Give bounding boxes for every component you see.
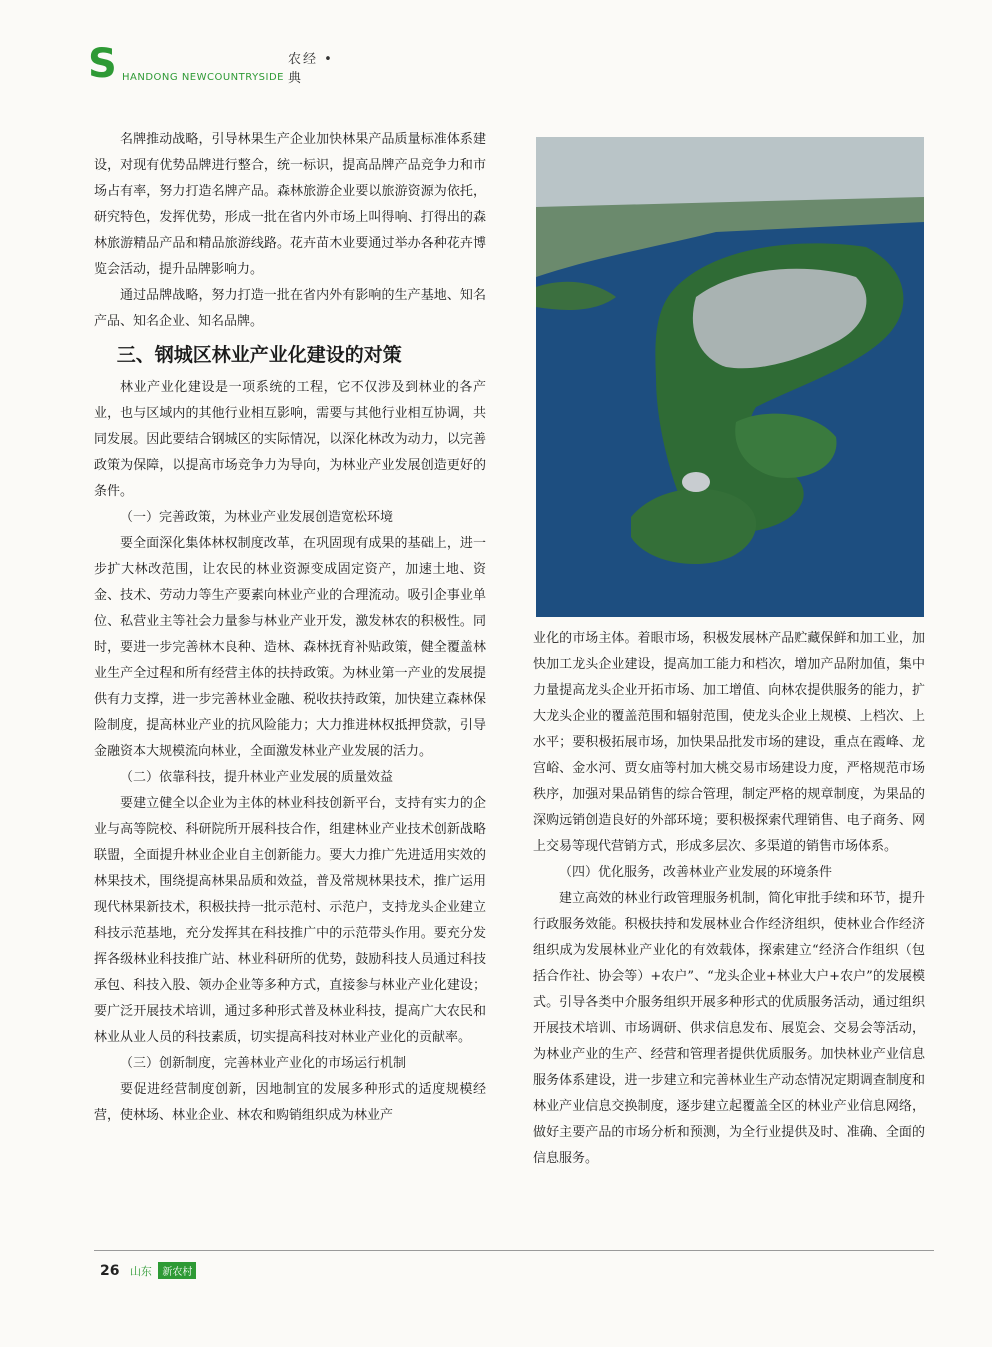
subsection-heading: （三）创新制度，完善林业产业化的市场运行机制	[120, 1056, 407, 1071]
paragraph: 通过品牌战略，努力打造一批在省内外有影响的生产基地、知名产品、知名企业、知名品牌。	[94, 288, 486, 329]
left-column	[94, 127, 486, 1129]
column-label: 农经 • 典	[288, 52, 334, 86]
subsection-heading: （四）优化服务，改善林业产业发展的环境条件	[559, 865, 833, 880]
aerial-landscape-illustration	[536, 137, 924, 617]
masthead-logo-letter: S	[88, 41, 117, 87]
masthead-subtitle: HANDONG NEWCOUNTRYSIDE	[122, 72, 285, 83]
paragraph: 业化的市场主体。着眼市场，积极发展林产品贮藏保鲜和加工业，加快加工龙头企业建设，提高加工能力和档次，增加产品附加值，集中力量提高龙头企业开拓市场、加工增值、向林农提供服务的能力，扩大龙头企业的覆盖范围和辐射范围，使龙头企业上规模、上档次、上水平；要积极拓展市场，加快果品批发市场的建设，重点在霞峰、龙宫峪、金水河、贾女庙等村加大桃交易市场建设力度，严格规范市场秩序，加强对果品销售的综合管理，制定严格的规章制度，为果品的深购远销创造良好的外部环境；要积极探索代理销售、电子商务、网上交易等现代营销方式，形成多层次、多渠道的销售市场体系。	[533, 631, 925, 854]
paragraph: 要促进经营制度创新，因地制宜的发展多种形式的适度规模经营，使林场、林业企业、林农和购销组织成为林业产	[94, 1082, 486, 1123]
paragraph: 要建立健全以企业为主体的林业科技创新平台，支持有实力的企业与高等院校、科研院所开展科技合作，组建林业产业技术创新战略联盟，全面提升林业企业自主创新能力。要大力推广先进适用实效的林果技术，围绕提高林果品质和效益，普及常规林果技术，推广运用现代林果新技术，积极扶持一批示范村、示范户，支持龙头企业建立科技示范基地，充分发挥其在科技推广中的示范带头作用。要充分发挥各级林业科技推广站、林业科研所的优势，鼓励科技人员通过科技承包、科技入股、领办企业等多种方式，直接参与林业产业化建设；要广泛开展技术培训，通过多种形式普及林业科技，提高广大农民和林业从业人员的科技素质，切实提高科技对林业产业化的贡献率。	[94, 796, 486, 1045]
subsection-heading: （二）依靠科技，提升林业产业发展的质量效益	[120, 770, 394, 785]
masthead	[88, 42, 348, 87]
subsection-heading: （一）完善政策，为林业产业发展创造宽松环境	[120, 510, 394, 525]
page-number: 26	[100, 1263, 120, 1279]
footer-divider	[94, 1250, 934, 1251]
paragraph: 建立高效的林业行政管理服务机制，简化审批手续和环节，提升行政服务效能。积极扶持和发展林业合作经济组织，使林业合作经济组织成为发展林业产业化的有效载体，探索建立“经济合作组织（包括合作社、协会等）+农户”、“龙头企业+林业大户+农户”的发展模式。引导各类中介服务组织开展多种形式的优质服务活动，通过组织开展技术培训、市场调研、供求信息发布、展览会、交易会等活动，为林业产业的生产、经营和管理者提供优质服务。加快林业产业信息服务体系建设，进一步建立和完善林业生产动态情况定期调查制度和林业产业信息交换制度，逐步建立起覆盖全区的林业产业信息网络，做好主要产品的市场分析和预测，为全行业提供及时、准确、全面的信息服务。	[533, 891, 925, 1166]
paragraph: 要全面深化集体林权制度改革，在巩固现有成果的基础上，进一步扩大林改范围，让农民的林业资源变成固定资产，加速土地、资金、技术、劳动力等生产要素向林业产业的合理流动。吸引企事业单位、私营业主等社会力量参与林业产业开发，激发林农的积极性。同时，要进一步完善林木良种、造林、森林抚育补贴政策，健全覆盖林业生产全过程和所有经营主体的扶持政策。为林业第一产业的发展提供有力支撑，进一步完善林业金融、税收扶持政策，加快建立森林保险制度，提高林业产业的抗风险能力；大力推进林权抵押贷款，引导金融资本大规模流向林业，全面激发林业产业发展的活力。	[94, 536, 486, 759]
paragraph: 名牌推动战略，引导林果生产企业加快林果产品质量标准体系建设，对现有优势品牌进行整合，统一标识，提高品牌产品竞争力和市场占有率，努力打造名牌产品。森林旅游企业要以旅游资源为依托，研究特色，发挥优势，形成一批在省内外市场上叫得响、打得出的森林旅游精品产品和精品旅游线路。花卉苗木业要通过举办各种花卉博览会活动，提升品牌影响力。	[94, 132, 486, 277]
paragraph: 林业产业化建设是一项系统的工程，它不仅涉及到林业的各产业，也与区域内的其他行业相互影响，需要与其他行业相互协调，共同发展。因此要结合钢城区的实际情况，以深化林改为动力，以完善政策为保障，以提高市场竞争力为导向，为林业产业发展创造更好的条件。	[94, 380, 486, 499]
footer-brand: 山东	[129, 1265, 152, 1278]
right-column	[533, 626, 925, 1172]
footer-badge: 新农村	[158, 1262, 196, 1279]
section-heading: 三、钢城区林业产业化建设的对策	[116, 344, 402, 366]
aerial-rendering-image	[536, 137, 924, 617]
page-footer	[100, 1262, 196, 1279]
